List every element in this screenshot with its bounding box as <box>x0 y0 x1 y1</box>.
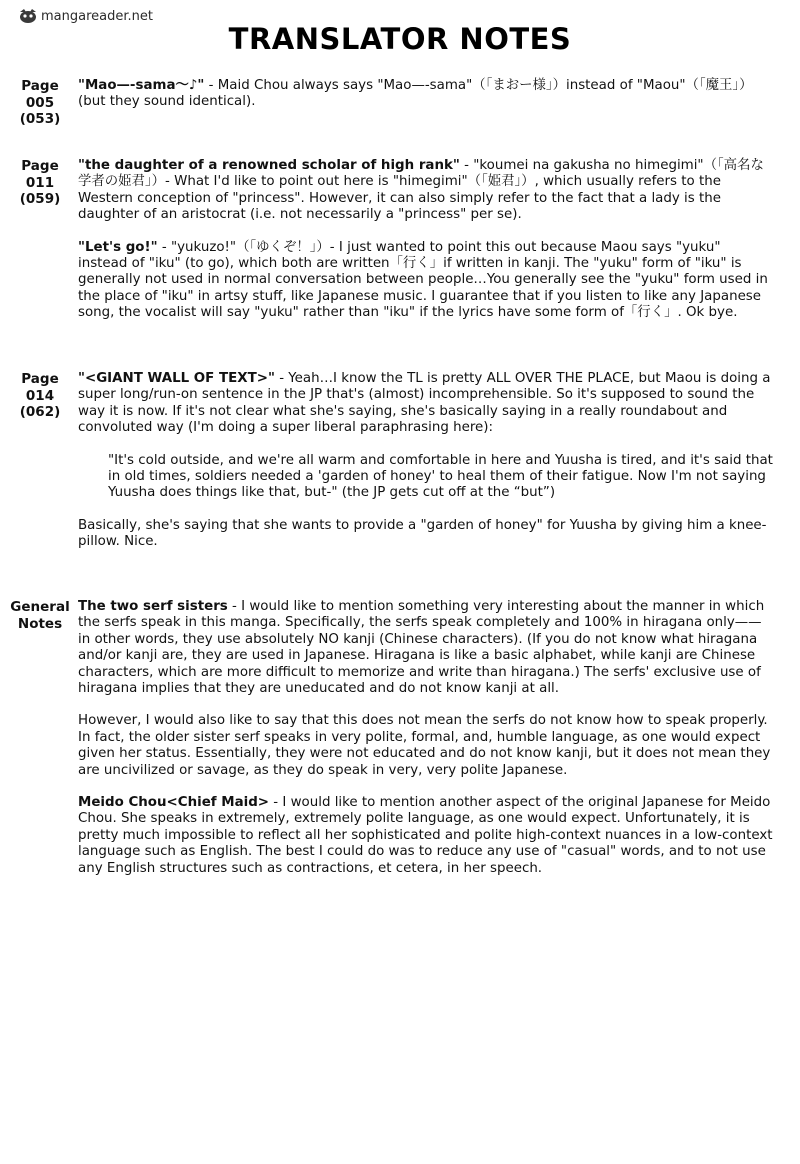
section-label: Page 005 (053) <box>19 78 61 127</box>
note-paragraph: "Let's go!" - "yukuzo!"（「ゆくぞ！」）- I just wanted to point this out because Maou says "yuku" instead of "iku" (to go), which both are written「行く」if written in kanji. The "yuku" form of "iku" is generally not used in normal conversation between people…You generally see the "yuku" form used in the place of "iku" in artsy stuff, like Japanese music. I guarantee that if you listen to like any Japanese song, the vocalist will say "yuku" rather than "iku" if the lyrics have some form of「行く」. Ok bye. <box>78 239 768 321</box>
note-paragraph: Basically, she's saying that she wants to provide a "garden of honey" for Yuusha by giving him a knee-pillow. Nice. <box>78 517 767 550</box>
section-body <box>78 371 773 567</box>
section-body <box>78 158 773 338</box>
note-paragraph: "the daughter of a renowned scholar of high rank" - "koumei na gakusha no himegimi"（「高名な学者の姫君」）- What I'd like to point out here is "himegimi"（「姫君」）, which usually refers to the Western conception of "princess". However, it can also simply refer to the fact that a lady is the daughter of an aristocrat (i.e. not necessarily a "princess" per se). <box>78 158 764 223</box>
section-label: General Notes <box>10 599 70 632</box>
section-label: Page 011 (059) <box>19 158 61 207</box>
section-label: Page 014 (062) <box>19 371 61 420</box>
watermark-text: mangareader.net <box>41 8 153 24</box>
note-paragraph: However, I would also like to say that this does not mean the serfs do not know how to speak properly. In fact, the older sister serf speaks in very polite, formal, and, humble language, as one would expect given her status. Essentially, they were not educated and do not know kanji, but it does not mean they are uncivilized or savage, as they do speak in very, very polite Japanese. <box>78 713 771 778</box>
page-title: TRANSLATOR NOTES <box>228 22 572 56</box>
note-paragraph: The two serf sisters - I would like to mention something very interesting about the manner in which the serfs speak in this manga. Specifically, the serfs speak completely and 100% in hiragana only——in other words, they use absolutely NO kanji (Chinese characters). (If you do not know what hiragana and/or kanji are, they are used in Japanese. Hiragana is like a basic alphabet, while kanji are Chinese characters, which are more difficult to memorize and write than hiragana.) The serfs' exclusive use of hiragana implies that they are uneducated and do not know kanji at all. <box>78 599 765 697</box>
note-paragraph: "Mao—-sama～♪" - Maid Chou always says "Mao—-sama"（「まおー様」）instead of "Maou"（「魔王」）(but they sound identical). <box>78 78 753 110</box>
section-body <box>78 78 773 127</box>
note-paragraph: Meido Chou<Chief Maid> - I would like to mention another aspect of the original Japanese for Meido Chou. She speaks in extremely, extremely polite language, as one would expect. Unfortunately, it is pretty much impossible to reflect all her sophisticated and polite high-context nuances in a low-context language such as English. The best I could do was to reduce any use of "casual" words, and to not use any English structures such as contractions, et cetera, in her speech. <box>78 795 773 876</box>
section-body <box>78 599 773 893</box>
note-paragraph: "<GIANT WALL OF TEXT>" - Yeah…I know the TL is pretty ALL OVER THE PLACE, but Maou is doing a super long/run-on sentence in the JP that's (almost) incomprehensible. So it's supposed to sound the way it is now. If it's not clear what she's saying, she's basically saying in a really roundabout and convoluted way (I'm doing a super liberal paraphrasing here): <box>78 371 771 436</box>
quoted-paragraph: "It's cold outside, and we're all warm and comfortable in here and Yuusha is tired, and it's said that in old times, soldiers needed a 'garden of honey' to heal them of their fatigue. Now I'm not saying Yuusha does things like that, but-" (the JP gets cut off at the “but”) <box>108 452 773 501</box>
